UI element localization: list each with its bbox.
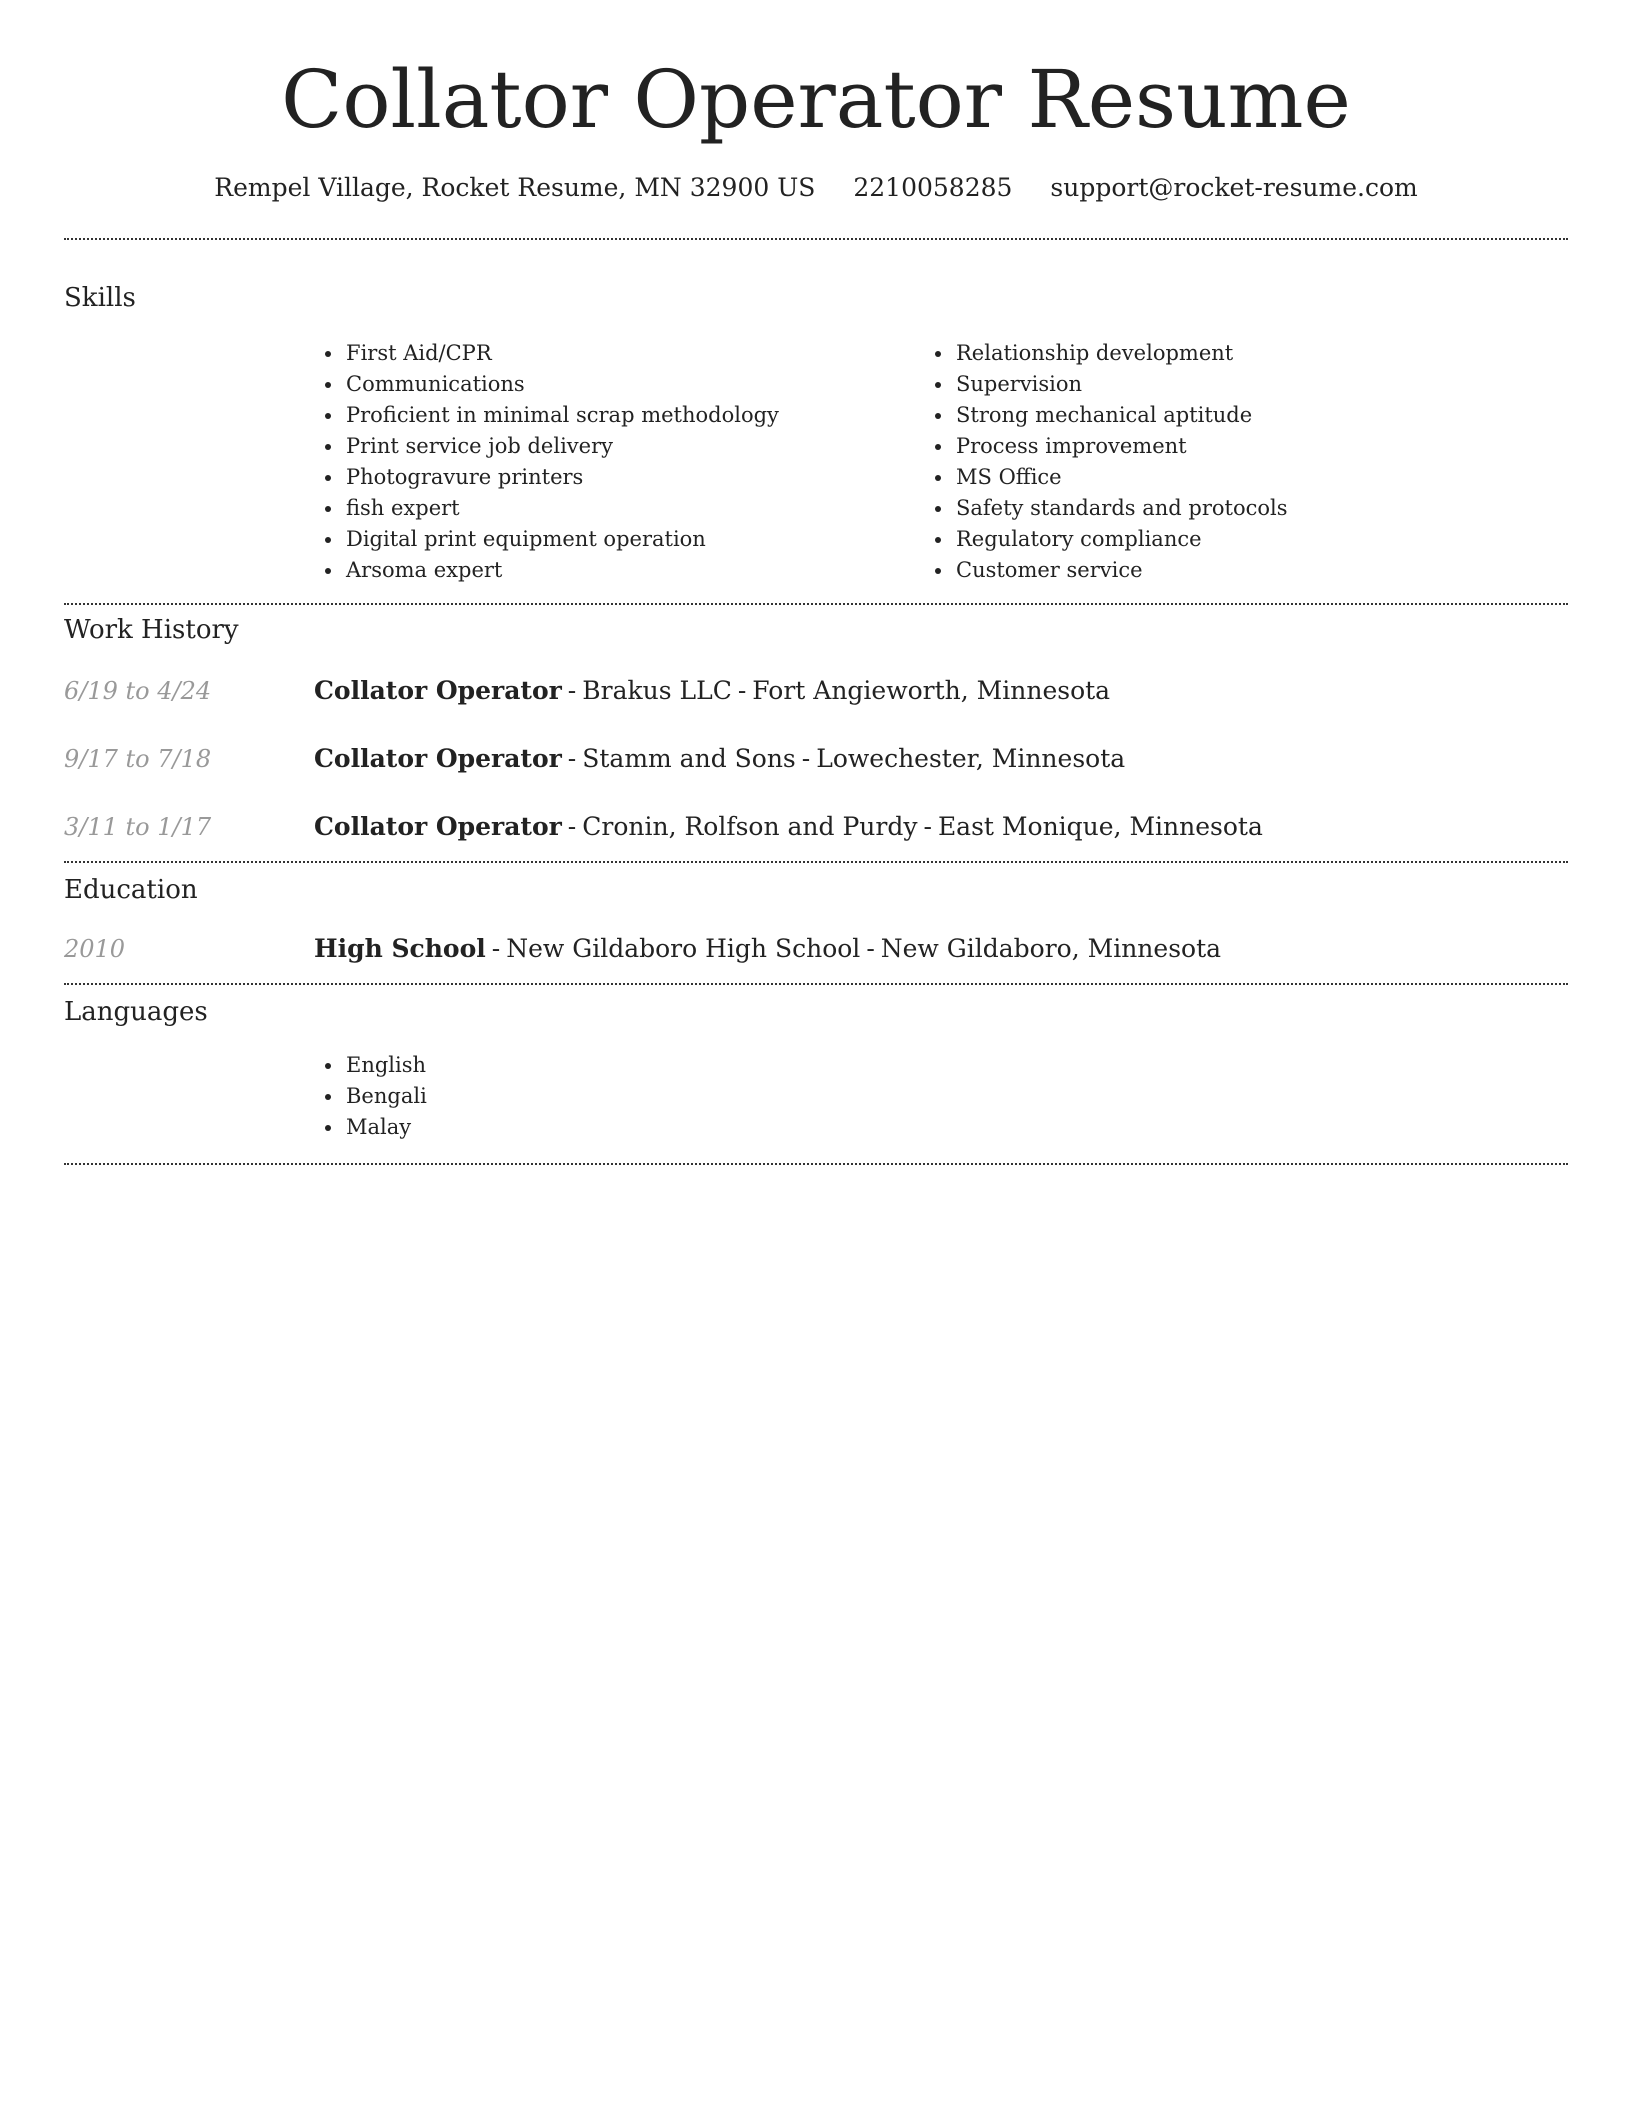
company-name: Brakus LLC <box>582 676 732 705</box>
skill-item: • Customer service <box>954 555 1288 586</box>
separator: - <box>567 676 577 705</box>
job-title: Collator Operator <box>314 812 562 841</box>
company-name: Cronin, Rolfson and Purdy <box>582 812 918 841</box>
separator: - <box>866 934 875 963</box>
education-year: 2010 <box>64 935 126 963</box>
work-details <box>314 739 1125 779</box>
job-title: Collator Operator <box>314 676 562 705</box>
divider <box>64 861 1568 863</box>
skill-item: • Print service job delivery <box>344 431 779 462</box>
separator: - <box>801 744 811 773</box>
skill-item: • Relationship development <box>954 338 1288 369</box>
skills-list-left <box>314 338 779 586</box>
work-entry <box>64 739 1568 779</box>
skill-item: • Digital print equipment operation <box>344 524 779 555</box>
skill-item: • fish expert <box>344 493 779 524</box>
divider <box>64 238 1568 240</box>
skill-item: • Photogravure printers <box>344 462 779 493</box>
contact-address: Rempel Village, Rocket Resume, MN 32900 US <box>214 173 816 202</box>
skill-item: • MS Office <box>954 462 1288 493</box>
page-title: Collator Operator Resume <box>281 53 1351 146</box>
language-item: • Bengali <box>344 1081 427 1112</box>
job-location: East Monique, Minnesota <box>937 812 1263 841</box>
skill-item: • Process improvement <box>954 431 1288 462</box>
education-heading: Education <box>64 875 198 905</box>
separator: - <box>491 934 501 963</box>
contact-email: support@rocket-resume.com <box>1050 173 1418 202</box>
contact-phone: 2210058285 <box>853 173 1013 202</box>
divider <box>64 1163 1568 1165</box>
skill-item: • Regulatory compliance <box>954 524 1288 555</box>
separator: - <box>567 812 577 841</box>
contact-line <box>64 168 1568 208</box>
job-title: Collator Operator <box>314 744 562 773</box>
skill-item: • Strong mechanical aptitude <box>954 400 1288 431</box>
language-item: • Malay <box>344 1112 427 1143</box>
separator: - <box>923 812 932 841</box>
degree: High School <box>314 934 486 963</box>
skills-list-right <box>924 338 1288 586</box>
work-dates: 9/17 to 7/18 <box>64 745 212 773</box>
work-entry <box>64 807 1568 847</box>
education-entry <box>64 929 1568 969</box>
skill-item: • Supervision <box>954 369 1288 400</box>
work-dates: 6/19 to 4/24 <box>64 677 212 705</box>
work-details <box>314 671 1110 711</box>
skill-item: • First Aid/CPR <box>344 338 779 369</box>
skill-item: • Arsoma expert <box>344 555 779 586</box>
company-name: Stamm and Sons <box>582 744 796 773</box>
school-location: New Gildaboro, Minnesota <box>880 934 1222 963</box>
work-details <box>314 807 1263 847</box>
languages-heading: Languages <box>64 997 208 1027</box>
work-entry <box>64 671 1568 711</box>
job-location: Lowechester, Minnesota <box>816 744 1126 773</box>
separator: - <box>567 744 577 773</box>
skills-heading: Skills <box>64 283 136 313</box>
divider <box>64 983 1568 985</box>
job-location: Fort Angieworth, Minnesota <box>752 676 1111 705</box>
skill-item: • Safety standards and protocols <box>954 493 1288 524</box>
divider <box>64 603 1568 605</box>
work-history-heading: Work History <box>64 615 239 645</box>
skill-item: • Proficient in minimal scrap methodology <box>344 400 779 431</box>
language-item: • English <box>344 1050 427 1081</box>
school-name: New Gildaboro High School <box>506 934 861 963</box>
education-details <box>314 929 1221 969</box>
skill-item: • Communications <box>344 369 779 400</box>
languages-list <box>314 1050 427 1143</box>
work-dates: 3/11 to 1/17 <box>64 813 212 841</box>
separator: - <box>737 676 747 705</box>
